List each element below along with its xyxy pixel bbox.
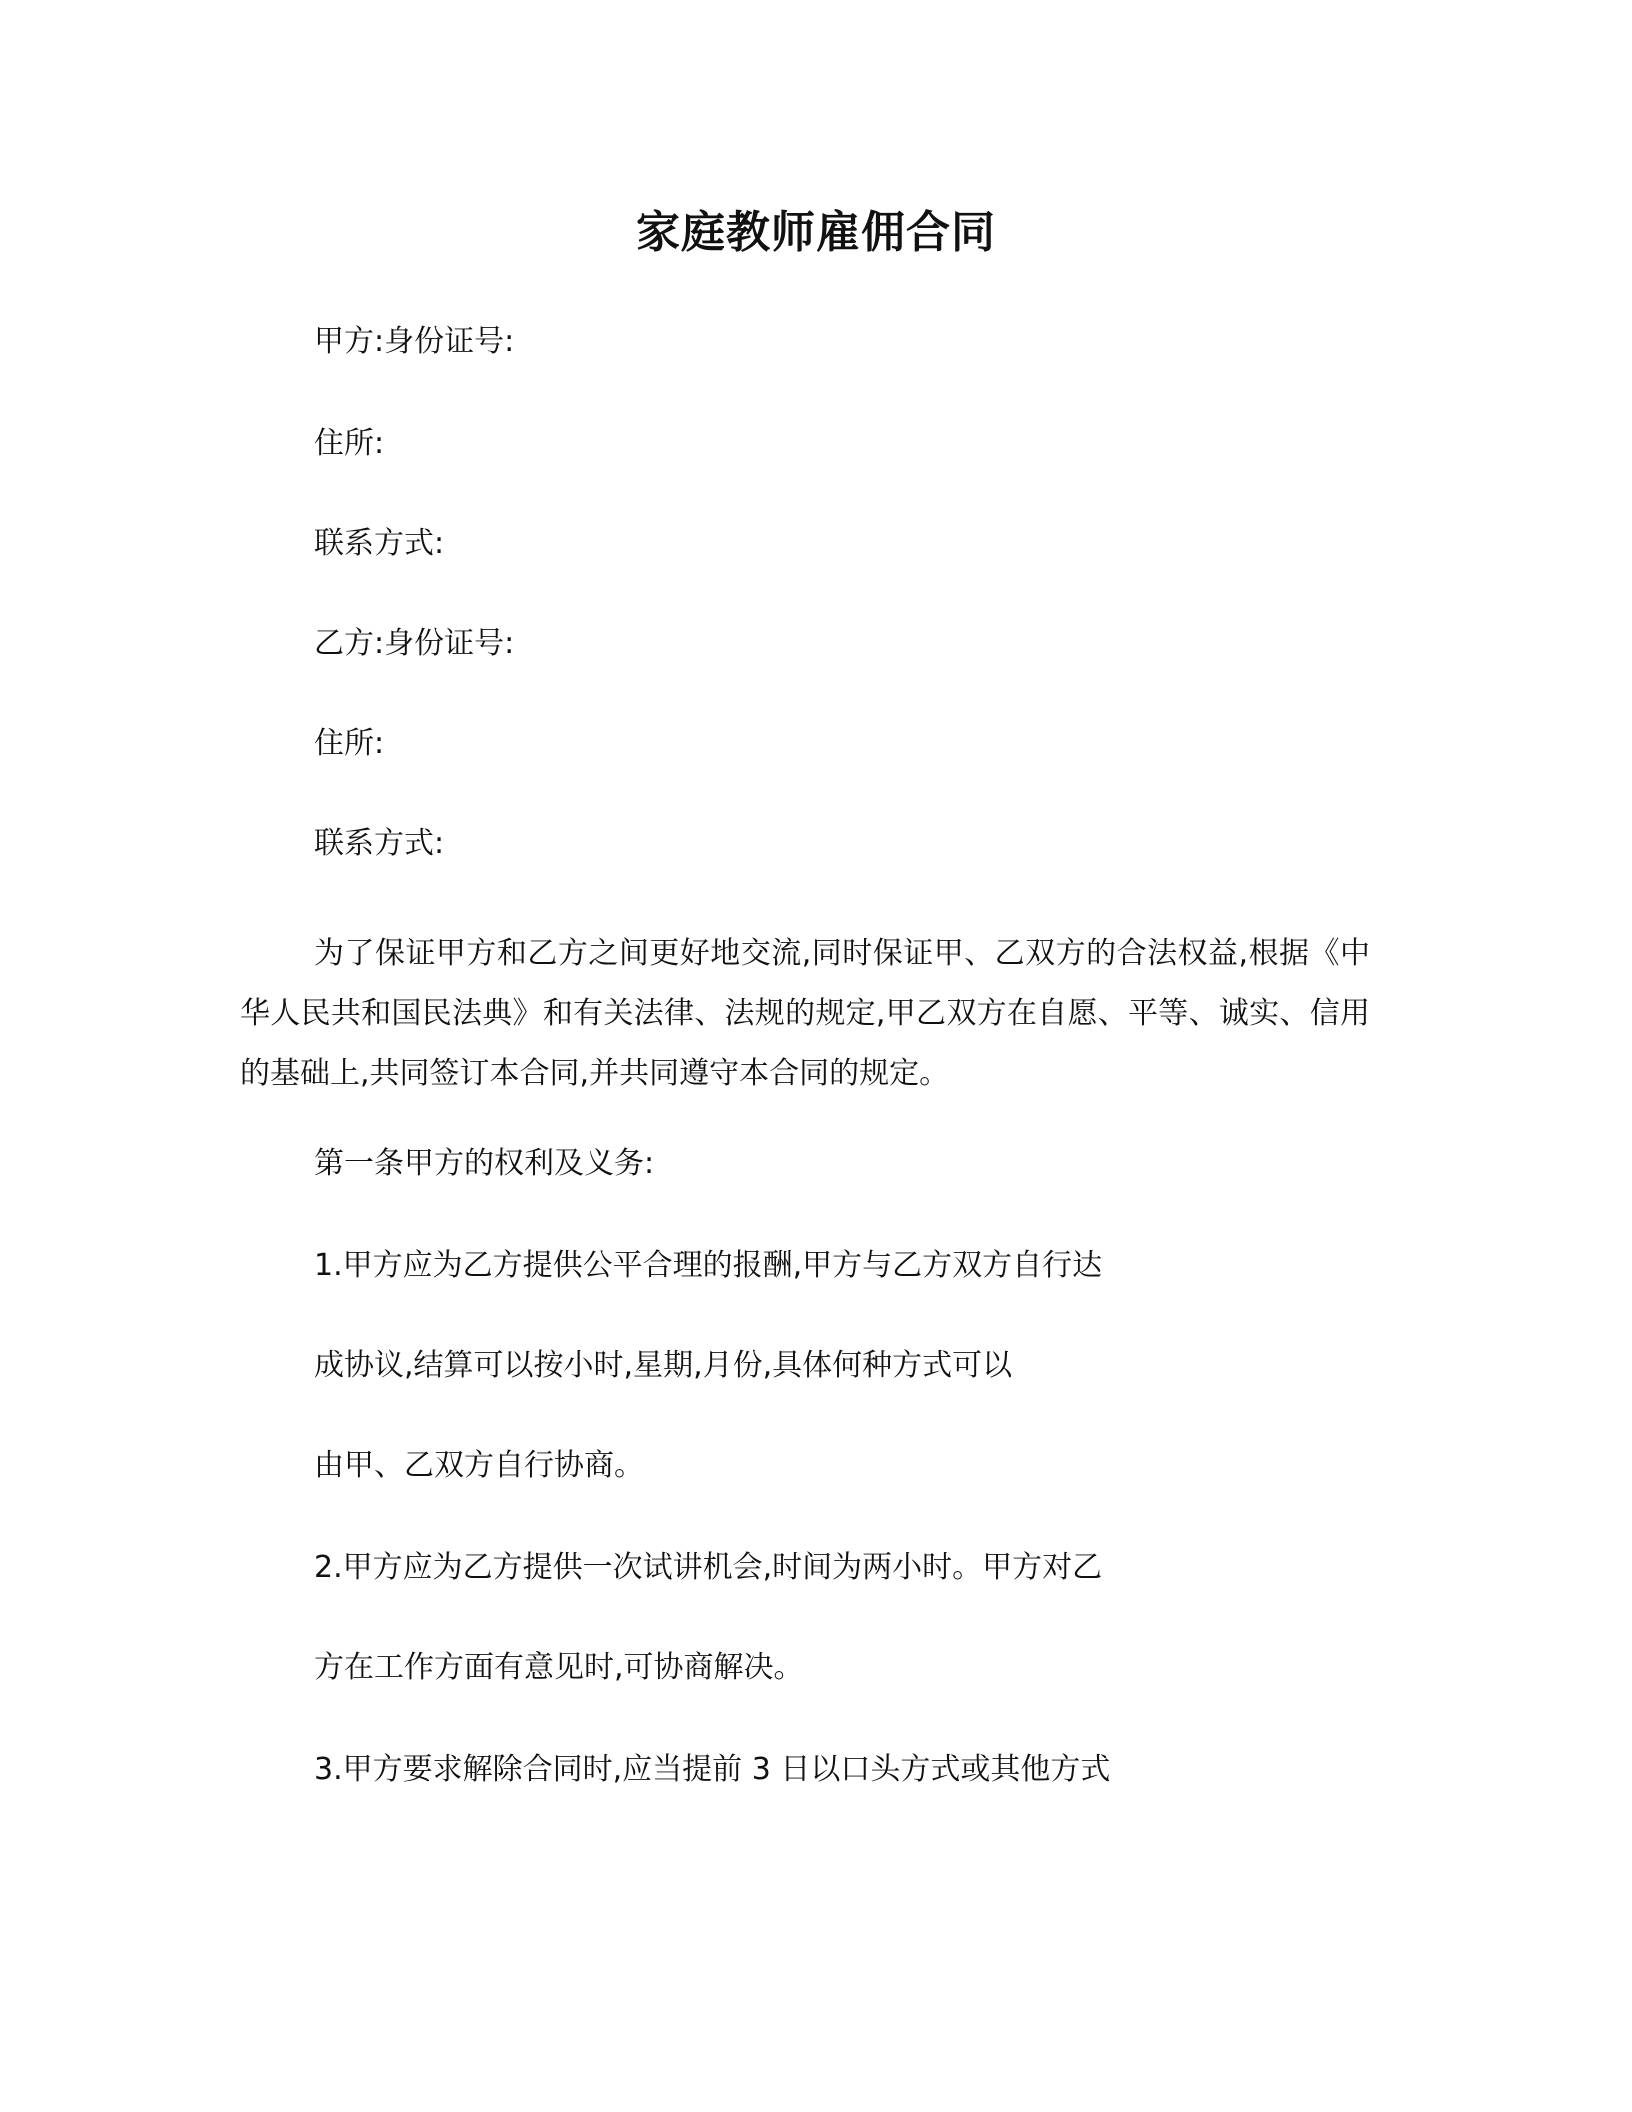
party-b-address-label: 住所: — [314, 726, 385, 761]
party-b-id-label: 乙方:身份证号: — [314, 626, 515, 661]
party-a-contact-label: 联系方式: — [314, 526, 445, 561]
preamble-paragraph: 为了保证甲方和乙方之间更好地交流,同时保证甲、乙双方的合法权益,根据《中华人民共和国民法典》和有关法律、法规的规定,甲乙双方在自愿、平等、诚实、信用的基础上,共同签订本合同,并共同遵守本合同的规定。 — [240, 936, 1370, 1091]
article1-line: 1.甲方应为乙方提供公平合理的报酬,甲方与乙方双方自行达 — [314, 1248, 1103, 1283]
article1-heading: 第一条甲方的权利及义务: — [314, 1146, 655, 1181]
article1-line: 方在工作方面有意见时,可协商解决。 — [314, 1650, 804, 1685]
article1-line: 由甲、乙双方自行协商。 — [314, 1448, 644, 1483]
party-b-contact-label: 联系方式: — [314, 826, 445, 861]
party-a-address-label: 住所: — [314, 426, 385, 461]
article1-line: 成协议,结算可以按小时,星期,月份,具体何种方式可以 — [314, 1348, 1013, 1383]
article1-line: 3.甲方要求解除合同时,应当提前 3 日以口头方式或其他方式 — [314, 1752, 1111, 1787]
party-a-id-label: 甲方:身份证号: — [314, 324, 515, 359]
document-title: 家庭教师雇佣合同 — [636, 207, 996, 258]
article1-line: 2.甲方应为乙方提供一次试讲机会,时间为两小时。甲方对乙 — [314, 1550, 1103, 1585]
